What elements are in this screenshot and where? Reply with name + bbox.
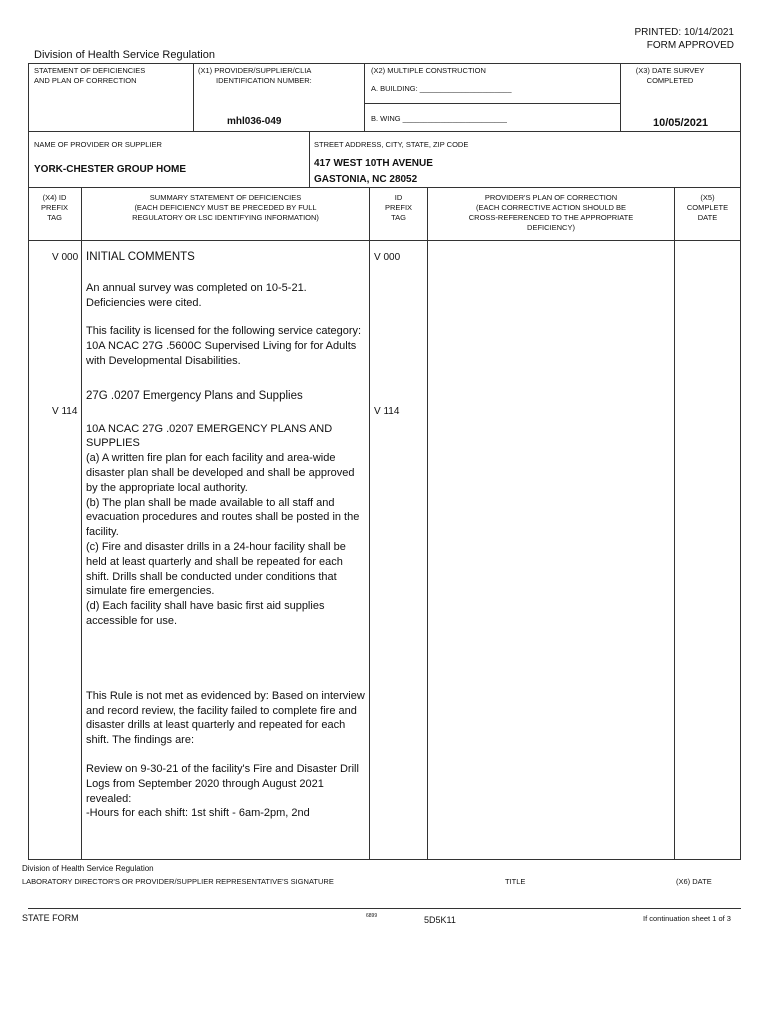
tag-prefix-v000: V 000 (52, 252, 79, 263)
provider-id-value: mhl036-049 (227, 116, 282, 127)
divider-x1 (193, 63, 194, 131)
summary-header: SUMMARY STATEMENT OF DEFICIENCIES (EACH DEFICIENCY MUST BE PRECEDED BY FULL REGULATORY OR LSC IDENTIFYING INFORMATION) (132, 193, 319, 222)
x5-header: (X5) COMPLETE DATE (686, 193, 729, 222)
divider-address (309, 131, 310, 187)
signature-bottom (28, 908, 741, 909)
review-paragraph: Review on 9-30-21 of the facility's Fire and Disaster Drill Logs from September 2020 through August 2021 revealed: (86, 762, 359, 805)
continuation-label: If continuation sheet 1 of 3 (643, 914, 731, 923)
footer-division: Division of Health Service Regulation (22, 864, 154, 873)
rule-title: 27G .0207 Emergency Plans and Supplies (86, 389, 303, 402)
rule-heading: 10A NCAC 27G .0207 EMERGENCY PLANS AND SUPPLIES (86, 422, 333, 450)
divider-x2 (364, 63, 365, 131)
rule-item-a: (a) A written fire plan for each facility and area-wide disaster plan shall be developed and shall be approved by the appropriate local authority. (86, 452, 355, 494)
frame-right (740, 63, 741, 859)
title-label: TITLE (505, 877, 526, 886)
x6-date-label: (X6) DATE (676, 877, 712, 886)
form-id: 5D5K11 (424, 915, 456, 925)
not-met-paragraph: This Rule is not met as evidenced by: Based on interview and record review, the facility failed to complete fire and disaster drills at least quarterly and repeated for each shift. The findings are: (86, 689, 365, 747)
address-value: 417 WEST 10TH AVENUE GASTONIA, NC 28052 (314, 158, 433, 185)
col-id-right (427, 187, 428, 859)
form-approved: FORM APPROVED (646, 40, 734, 51)
col-plan-right (674, 187, 675, 859)
wing-label: B. WING _________________________ (371, 114, 507, 123)
rule-item-b: (b) The plan shall be made available to all staff and evacuation procedures and routes shall be posted in the facility. (86, 496, 360, 539)
x3-label: (X3) DATE SURVEY COMPLETED (635, 66, 705, 85)
form-code: 6899 (366, 913, 378, 919)
tag-prefix-v114: V 114 (52, 406, 78, 417)
provider-name-label: NAME OF PROVIDER OR SUPPLIER (34, 140, 162, 149)
initial-comments-heading: INITIAL COMMENTS (86, 251, 195, 263)
shift-hours: -Hours for each shift: 1st shift - 6am-2pm, 2nd (86, 807, 310, 820)
frame-row1 (28, 131, 741, 132)
x4-header: (X4) ID PREFIX TAG (40, 193, 69, 222)
division-title: Division of Health Service Regulation (34, 49, 215, 61)
x1-label: (X1) PROVIDER/SUPPLIER/CLIA IDENTIFICATION NUMBER: (198, 66, 312, 85)
statement-label: STATEMENT OF DEFICIENCIES AND PLAN OF CORRECTION (34, 66, 146, 85)
address-label: STREET ADDRESS, CITY, STATE, ZIP CODE (314, 140, 469, 149)
id-header: ID PREFIX TAG (384, 193, 413, 222)
signature-label: LABORATORY DIRECTOR'S OR PROVIDER/SUPPLIER REPRESENTATIVE'S SIGNATURE (22, 877, 334, 886)
col-summary-right (369, 187, 370, 859)
printed-date: PRINTED: 10/14/2021 (634, 27, 734, 38)
frame-row3 (28, 240, 741, 241)
print-header (635, 26, 735, 52)
id-prefix-v114: V 114 (374, 406, 400, 417)
x2-label: (X2) MULTIPLE CONSTRUCTION (371, 66, 486, 75)
building-line (364, 103, 620, 104)
building-label: A. BUILDING: ______________________ (371, 84, 512, 93)
survey-paragraph: An annual survey was completed on 10-5-21. Deficiencies were cited. (86, 281, 307, 309)
survey-date-value: 10/05/2021 (653, 117, 709, 129)
plan-header: PROVIDER'S PLAN OF CORRECTION (EACH CORRECTIVE ACTION SHOULD BE CROSS-REFERENCED TO THE APPROPRIATE DEFICIENCY) (468, 193, 634, 232)
frame-top (28, 63, 741, 64)
state-form-label: STATE FORM (22, 913, 79, 923)
provider-name-value: YORK-CHESTER GROUP HOME (34, 164, 187, 175)
id-prefix-v000: V 000 (374, 252, 401, 263)
frame-left (28, 63, 29, 859)
rule-item-c: (c) Fire and disaster drills in a 24-hour facility shall be held at least quarterly and shall be repeated for each shift. Drills shall be conducted under conditions that simulate fire emergencies. (86, 540, 346, 598)
rule-item-d: (d) Each facility shall have basic first aid supplies accessible for use. (86, 600, 325, 627)
col-x4-right (81, 187, 82, 859)
summary-column (86, 250, 366, 821)
frame-bottom (28, 859, 741, 860)
license-paragraph: This facility is licensed for the following service category: 10A NCAC 27G .5600C Supervised Living for for Adults with Developmental Disabilities. (86, 325, 362, 367)
